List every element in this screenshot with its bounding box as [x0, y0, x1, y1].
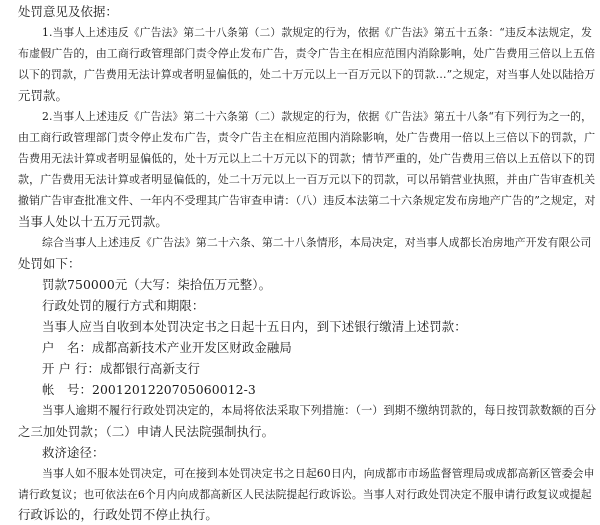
paragraph-2-line-5: 撤销广告审查批准文件、一年内不受理其广告审查申请：（八）违反本法第二十六条规定发布房地产广告的”之规定，对 [18, 194, 596, 207]
fine-amount: 罚款750000元（大写：柒拾伍万元整）。 [42, 277, 272, 292]
paragraph-1-line-1: 1.当事人上述违反《广告法》第二十八条第（二）款规定的行为，依据《广告法》第五十五条：“违反本法规定，发 [42, 26, 593, 39]
paragraph-1-line-4: 元罚款。 [18, 88, 68, 103]
remedy-line-3: 行政诉讼的，行政处罚不停止执行。 [18, 507, 218, 522]
overdue-line-2: 之三加处罚款；（二）申请人民法院强制执行。 [18, 424, 275, 439]
decision-line-1: 综合当事人上述违反《广告法》第二十六条、第二十八条情形，本局决定，对当事人成都长冶房地产开发有限公司 [42, 236, 592, 249]
remedy-line-2: 请行政复议；也可依法在6个月内向成都高新区人民法院提起行政诉讼。当事人对行政处罚决定不服申请行政复议或提起 [18, 488, 592, 501]
section-heading-payment: 行政处罚的履行方式和期限： [42, 298, 205, 313]
account-number: 帐 号：2001201220705060012-3 [42, 382, 256, 397]
paragraph-2-line-3: 告费用无法计算或者明显偏低的，处十万元以上二十万元以下的罚款；情节严重的，处广告费用三倍以上五倍以下的罚 [18, 152, 596, 165]
section-heading-remedy: 救济途径： [42, 445, 105, 460]
remedy-line-1: 当事人如不服本处罚决定，可在接到本处罚决定书之日起60日内，向成都市市场监督管理局或成都高新区管委会申 [42, 467, 595, 480]
decision-line-2: 处罚如下： [18, 256, 81, 271]
paragraph-2-line-2: 由工商行政管理部门责令停止发布广告，责令广告主在相应范围内消除影响，处广告费用一倍以上三倍以下的罚款，广 [18, 131, 596, 144]
paragraph-2-line-1: 2.当事人上述违反《广告法》第二十六条第（二）款规定的行为，依据《广告法》第五十八条“有下列行为之一的， [42, 110, 593, 123]
overdue-line-1: 当事人逾期不履行行政处罚决定的，本局将依法采取下列措施：（一）到期不缴纳罚款的，每日按罚款数额的百分 [42, 404, 597, 417]
paragraph-2-line-6: 当事人处以十五万元罚款。 [18, 214, 168, 229]
paragraph-2-line-4: 款，广告费用无法计算或者明显偏低的，处二十万元以上一百万元以下的罚款，可以吊销营业执照，并由广告审查机关 [18, 173, 596, 186]
paragraph-1-line-2: 布虚假广告的，由工商行政管理部门责令停止发布广告，责令广告主在相应范围内消除影响，处广告费用三倍以上五倍 [18, 47, 596, 60]
paragraph-1-line-3: 以下的罚款，广告费用无法计算或者明显偏低的，处二十万元以上一百万元以下的罚款…”之规定，对当事人处以陆拾万 [18, 68, 596, 81]
account-name: 户 名：成都高新技术产业开发区财政金融局 [42, 340, 292, 355]
payment-instruction: 当事人应当自收到本处罚决定书之日起十五日内，到下述银行缴清上述罚款： [42, 319, 467, 334]
bank-name: 开 户 行：成都银行高新支行 [42, 361, 200, 376]
section-heading-penalty-basis: 处罚意见及依据： [18, 4, 118, 19]
